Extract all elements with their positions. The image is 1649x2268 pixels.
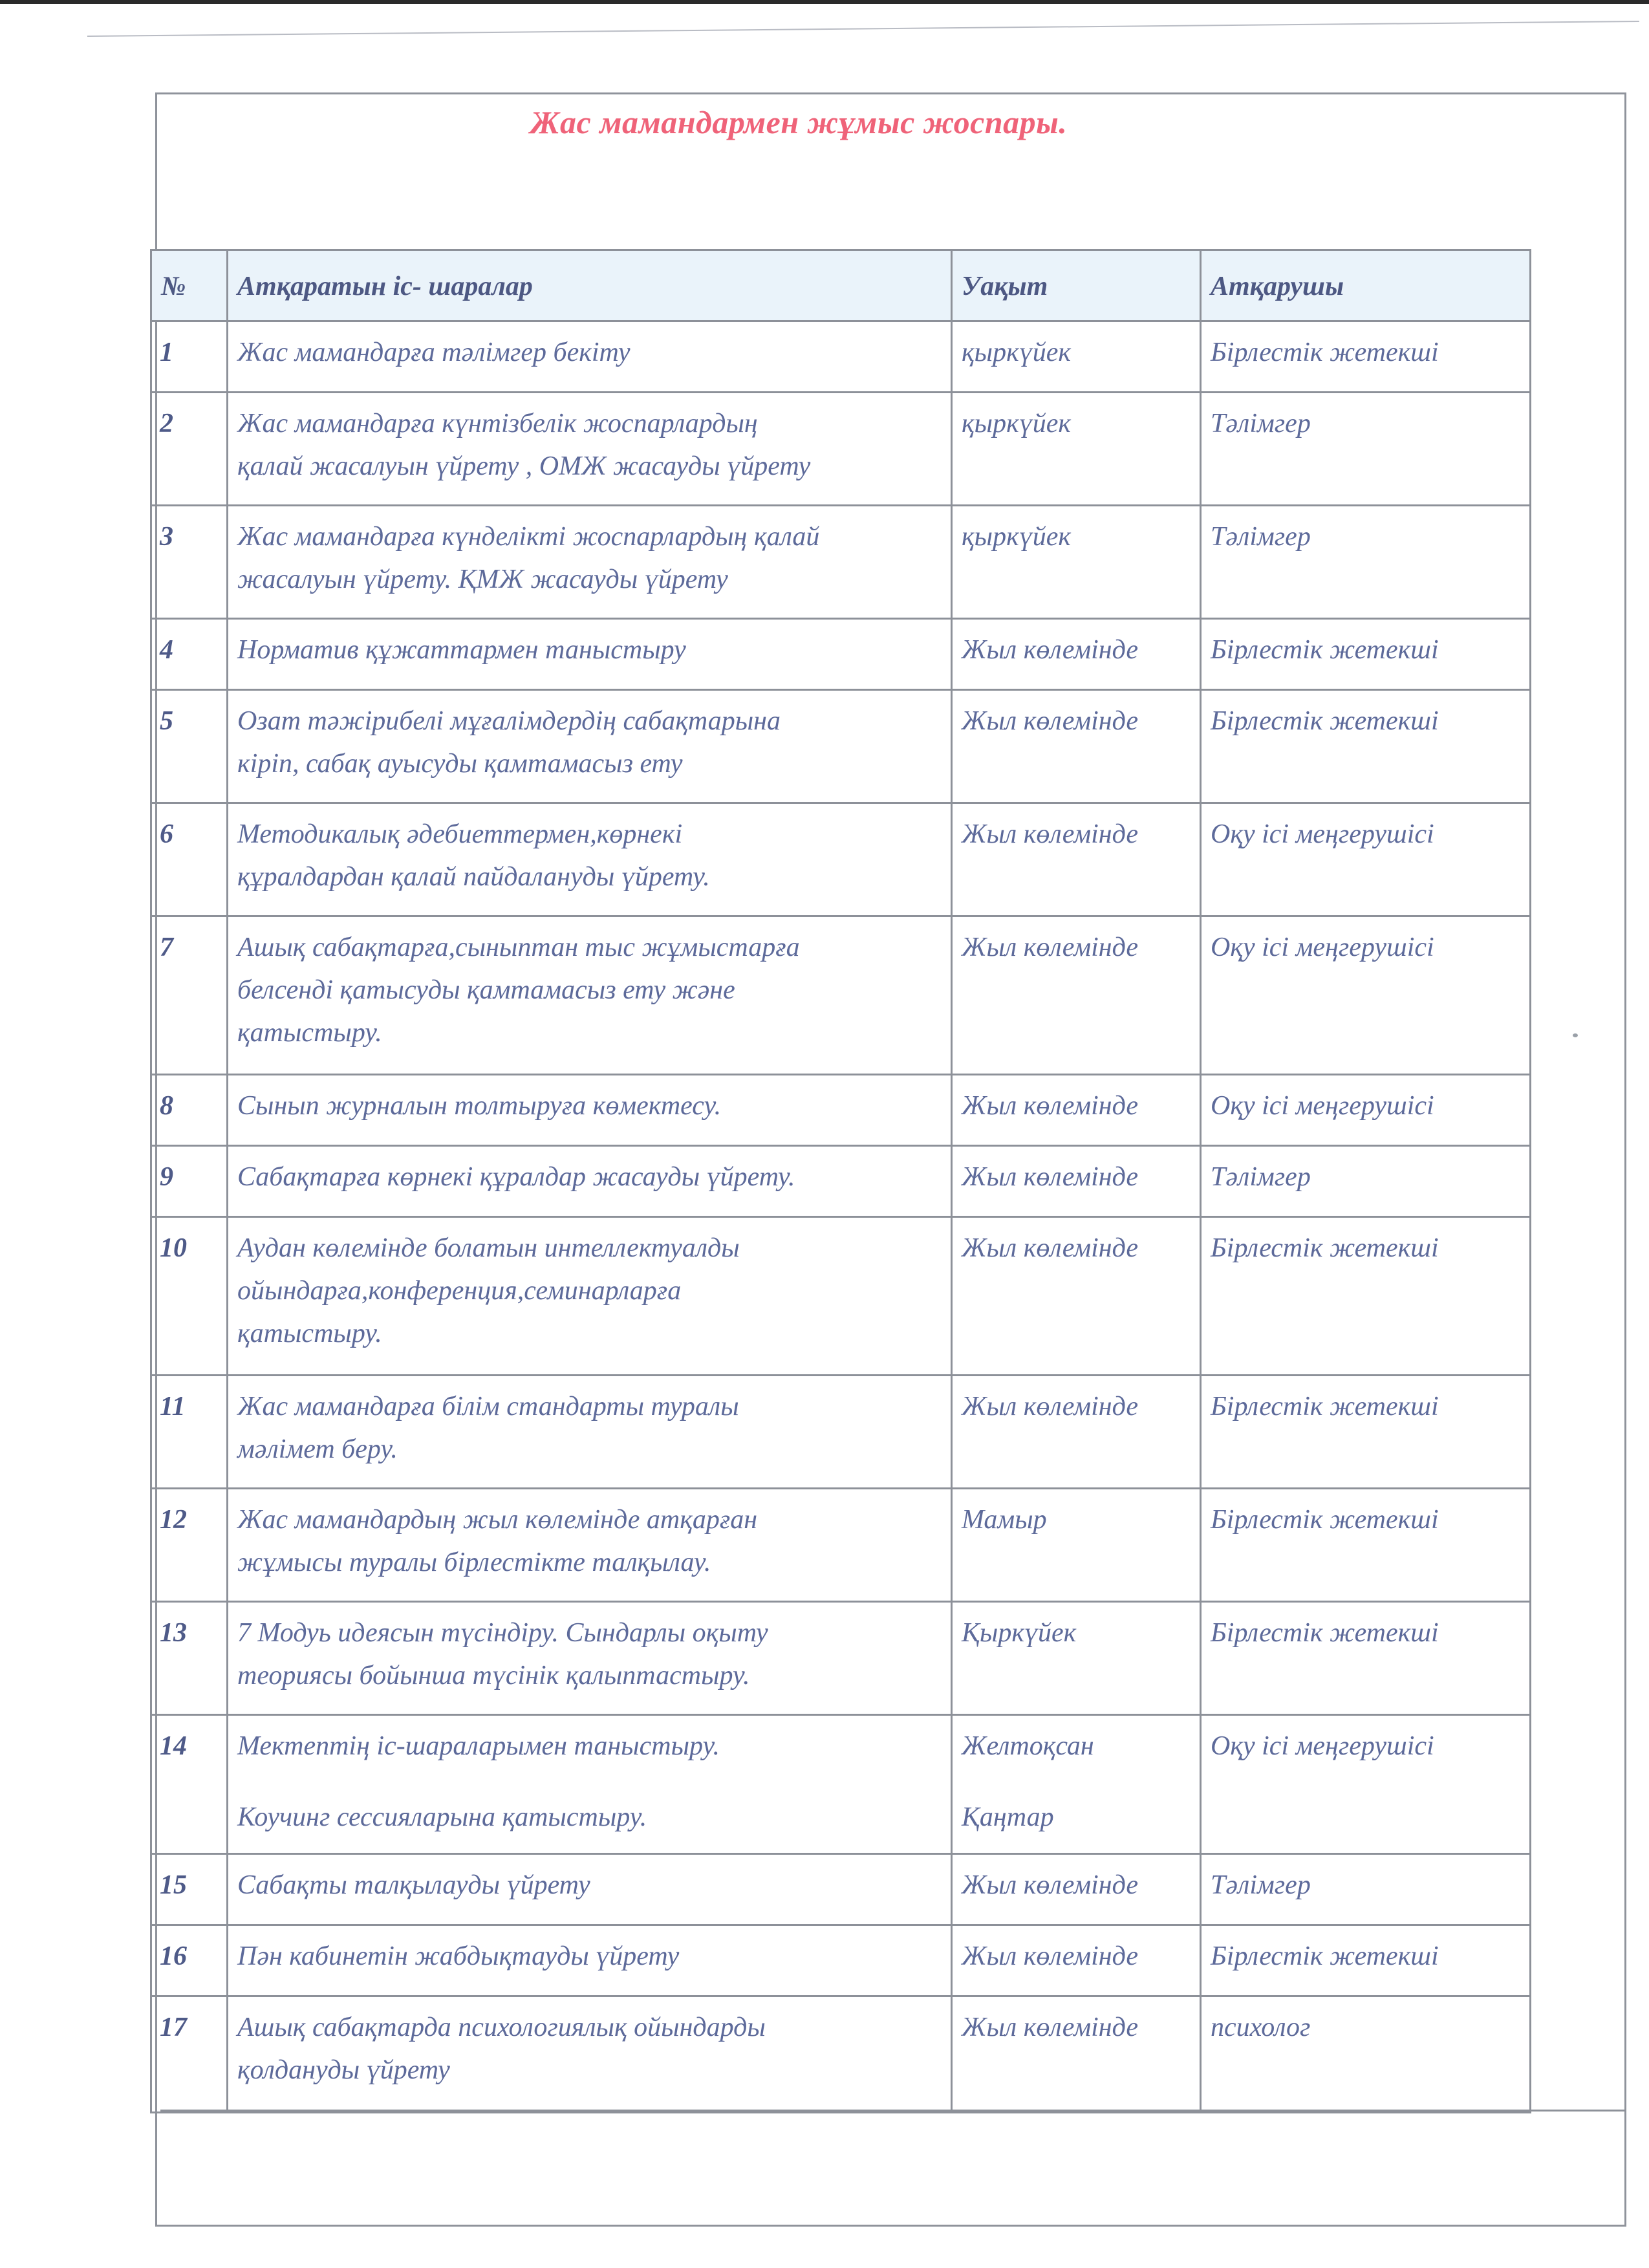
header-activity: Атқаратын іс- шаралар bbox=[228, 250, 952, 321]
table-row bbox=[151, 1489, 1531, 1602]
time-text: Жыл көлемінде bbox=[962, 1392, 1139, 1421]
activity-cell bbox=[228, 803, 952, 916]
executor-cell: Бірлестік жетекші bbox=[1201, 619, 1531, 690]
header-number: № bbox=[151, 250, 228, 321]
time-cell bbox=[952, 1146, 1201, 1217]
time-text: Жыл көлемінде bbox=[962, 1162, 1139, 1192]
activity-cell bbox=[228, 1602, 952, 1715]
time-text: Жыл көлемінде bbox=[962, 819, 1139, 849]
activity-text: Аудан көлемінде болатын интеллектуалды bbox=[237, 1233, 740, 1263]
row-number: 12 bbox=[151, 1489, 228, 1602]
table-row bbox=[151, 1715, 1531, 1854]
activity-cell bbox=[228, 1075, 952, 1146]
time-cell bbox=[952, 1996, 1201, 2113]
activity-cell bbox=[228, 916, 952, 1075]
activity-cell bbox=[228, 1925, 952, 1996]
time-text: Жыл көлемінде bbox=[962, 1870, 1139, 1900]
activity-cell bbox=[228, 321, 952, 393]
header-executor: Атқарушы bbox=[1201, 250, 1531, 321]
time-text: Жыл көлемінде bbox=[962, 1091, 1139, 1121]
activity-text: Ашық сабақтарда психологиялық ойындарды bbox=[237, 2013, 766, 2042]
activity-text: белсенді қатысуды қамтамасыз ету және bbox=[237, 975, 735, 1005]
table-row bbox=[151, 803, 1531, 916]
page-title: Жас мамандармен жұмыс жоспары. bbox=[530, 104, 1068, 140]
activity-text: Сынып журналын толтыруға көмектесу. bbox=[237, 1091, 722, 1121]
activity-text: қатыстыру. bbox=[237, 1018, 382, 1048]
row-number: 15 bbox=[151, 1854, 228, 1925]
table-row bbox=[151, 393, 1531, 506]
executor-cell: Бірлестік жетекші bbox=[1201, 690, 1531, 803]
activity-text: кіріп, сабақ ауысуды қамтамасыз ету bbox=[237, 749, 683, 779]
activity-text: мәлімет беру. bbox=[237, 1434, 398, 1464]
time-cell bbox=[952, 1075, 1201, 1146]
time-cell bbox=[952, 1602, 1201, 1715]
executor-cell: Тәлімгер bbox=[1201, 393, 1531, 506]
table-row bbox=[151, 1996, 1531, 2113]
activity-cell bbox=[228, 1715, 952, 1854]
activity-text: Озат тәжірибелі мұғалімдердің сабақтарына bbox=[237, 706, 781, 736]
scan-edge bbox=[0, 0, 1649, 4]
activity-text: қалай жасалуын үйрету , ОМЖ жасауды үйрету bbox=[237, 451, 811, 481]
row-number: 6 bbox=[151, 803, 228, 916]
time-text: Жыл көлемінде bbox=[962, 2013, 1139, 2042]
table-row bbox=[151, 1376, 1531, 1489]
time-text: қыркүйек bbox=[962, 409, 1072, 438]
activity-cell bbox=[228, 1854, 952, 1925]
executor-cell: Оқу ісі меңгерушісі bbox=[1201, 1715, 1531, 1854]
table-row bbox=[151, 1602, 1531, 1715]
activity-cell bbox=[228, 619, 952, 690]
row-number: 10 bbox=[151, 1217, 228, 1376]
table-body bbox=[151, 321, 1531, 2113]
row-number: 4 bbox=[151, 619, 228, 690]
row-number: 11 bbox=[151, 1376, 228, 1489]
activity-text: құралдардан қалай пайдалануды үйрету. bbox=[237, 862, 710, 892]
scan-artifact-line bbox=[87, 21, 1639, 37]
activity-text: Сабақтарға көрнекі құралдар жасауды үйрету. bbox=[237, 1162, 795, 1192]
time-cell bbox=[952, 393, 1201, 506]
row-number: 2 bbox=[151, 393, 228, 506]
activity-cell bbox=[228, 1376, 952, 1489]
activity-text: теориясы бойынша түсінік қалыптастыру. bbox=[237, 1661, 750, 1690]
time-text: Қыркүйек bbox=[962, 1618, 1077, 1648]
time-cell bbox=[952, 506, 1201, 619]
executor-cell: Оқу ісі меңгерушісі bbox=[1201, 803, 1531, 916]
time-text: Жыл көлемінде bbox=[962, 933, 1139, 962]
row-number: 7 bbox=[151, 916, 228, 1075]
activity-text: Жас мамандарға білім стандарты туралы bbox=[237, 1392, 739, 1421]
time-text: Мамыр bbox=[962, 1505, 1047, 1535]
executor-cell: Бірлестік жетекші bbox=[1201, 1217, 1531, 1376]
time-cell bbox=[952, 1489, 1201, 1602]
activity-text: ойындарға,конференция,семинарларға bbox=[237, 1276, 682, 1306]
work-plan-table bbox=[150, 249, 1531, 2113]
activity-cell bbox=[228, 1489, 952, 1602]
time-text: Жыл көлемінде bbox=[962, 635, 1139, 665]
executor-cell: Бірлестік жетекші bbox=[1201, 1602, 1531, 1715]
time-text: Қаңтар bbox=[962, 1802, 1054, 1832]
time-cell bbox=[952, 321, 1201, 393]
row-number: 1 bbox=[151, 321, 228, 393]
time-text: қыркүйек bbox=[962, 522, 1072, 552]
time-cell bbox=[952, 1376, 1201, 1489]
row-number: 13 bbox=[151, 1602, 228, 1715]
time-text: Жыл көлемінде bbox=[962, 1941, 1139, 1971]
row-number: 5 bbox=[151, 690, 228, 803]
time-cell bbox=[952, 1715, 1201, 1854]
time-cell bbox=[952, 619, 1201, 690]
executor-cell: Бірлестік жетекші bbox=[1201, 1376, 1531, 1489]
header-time: Уақыт bbox=[952, 250, 1201, 321]
time-cell bbox=[952, 690, 1201, 803]
time-cell bbox=[952, 1217, 1201, 1376]
executor-cell: Тәлімгер bbox=[1201, 1854, 1531, 1925]
table-header-row bbox=[151, 250, 1531, 321]
table-row bbox=[151, 1854, 1531, 1925]
activity-text: Сабақты талқылауды үйрету bbox=[237, 1870, 590, 1900]
time-text: Желтоқсан bbox=[962, 1731, 1094, 1761]
table-row bbox=[151, 916, 1531, 1075]
table-row bbox=[151, 321, 1531, 393]
row-number: 14 bbox=[151, 1715, 228, 1854]
time-text: Жыл көлемінде bbox=[962, 706, 1139, 736]
activity-text: жұмысы туралы бірлестікте талқылау. bbox=[237, 1548, 711, 1577]
time-cell bbox=[952, 803, 1201, 916]
empty-footer-area bbox=[160, 2110, 1626, 2226]
activity-text: қолдануды үйрету bbox=[237, 2055, 450, 2085]
activity-cell bbox=[228, 506, 952, 619]
time-cell bbox=[952, 1854, 1201, 1925]
table-row bbox=[151, 506, 1531, 619]
table-row bbox=[151, 1146, 1531, 1217]
activity-text: Жас мамандарға тәлімгер бекіту bbox=[237, 338, 630, 367]
executor-cell: Бірлестік жетекші bbox=[1201, 1489, 1531, 1602]
activity-text: Методикалық әдебиеттермен,көрнекі bbox=[237, 819, 683, 849]
activity-text: қатыстыру. bbox=[237, 1319, 382, 1348]
activity-text: Норматив құжаттармен таныстыру bbox=[237, 635, 686, 665]
executor-cell: Тәлімгер bbox=[1201, 1146, 1531, 1217]
activity-text: Жас мамандардың жыл көлемінде атқарған bbox=[237, 1505, 758, 1535]
activity-cell bbox=[228, 1996, 952, 2113]
activity-text: Ашық сабақтарға,сыныптан тыс жұмыстарға bbox=[237, 933, 800, 962]
row-number: 9 bbox=[151, 1146, 228, 1217]
executor-cell: Тәлімгер bbox=[1201, 506, 1531, 619]
line-gap bbox=[962, 1767, 1191, 1796]
executor-cell: Оқу ісі меңгерушісі bbox=[1201, 916, 1531, 1075]
time-text: қыркүйек bbox=[962, 338, 1072, 367]
row-number: 3 bbox=[151, 506, 228, 619]
activity-cell bbox=[228, 393, 952, 506]
activity-text: Пән кабинетін жабдықтауды үйрету bbox=[237, 1941, 680, 1971]
time-text: Жыл көлемінде bbox=[962, 1233, 1139, 1263]
executor-cell: Бірлестік жетекші bbox=[1201, 1925, 1531, 1996]
table-row bbox=[151, 619, 1531, 690]
table-row bbox=[151, 1925, 1531, 1996]
table-row bbox=[151, 1075, 1531, 1146]
activity-cell bbox=[228, 1146, 952, 1217]
scan-speck bbox=[1573, 1033, 1578, 1037]
activity-text: Мектептің іс-шараларымен таныстыру. bbox=[237, 1731, 720, 1761]
table-row bbox=[151, 690, 1531, 803]
table-row bbox=[151, 1217, 1531, 1376]
row-number: 17 bbox=[151, 1996, 228, 2113]
row-number: 8 bbox=[151, 1075, 228, 1146]
activity-text: Жас мамандарға күнтізбелік жоспарлардың bbox=[237, 409, 758, 438]
time-cell bbox=[952, 916, 1201, 1075]
executor-cell: Бірлестік жетекші bbox=[1201, 321, 1531, 393]
line-gap bbox=[237, 1767, 942, 1796]
time-cell bbox=[952, 1925, 1201, 1996]
activity-text: Коучинг сессияларына қатыстыру. bbox=[237, 1802, 647, 1832]
executor-cell: психолог bbox=[1201, 1996, 1531, 2113]
activity-text: 7 Модуь идеясын түсіндіру. Сындарлы оқыту bbox=[237, 1618, 768, 1648]
activity-text: Жас мамандарға күнделікті жоспарлардың қалай bbox=[237, 522, 820, 552]
activity-text: жасалуын үйрету. ҚМЖ жасауды үйрету bbox=[237, 565, 728, 594]
executor-cell: Оқу ісі меңгерушісі bbox=[1201, 1075, 1531, 1146]
activity-cell bbox=[228, 1217, 952, 1376]
row-number: 16 bbox=[151, 1925, 228, 1996]
activity-cell bbox=[228, 690, 952, 803]
